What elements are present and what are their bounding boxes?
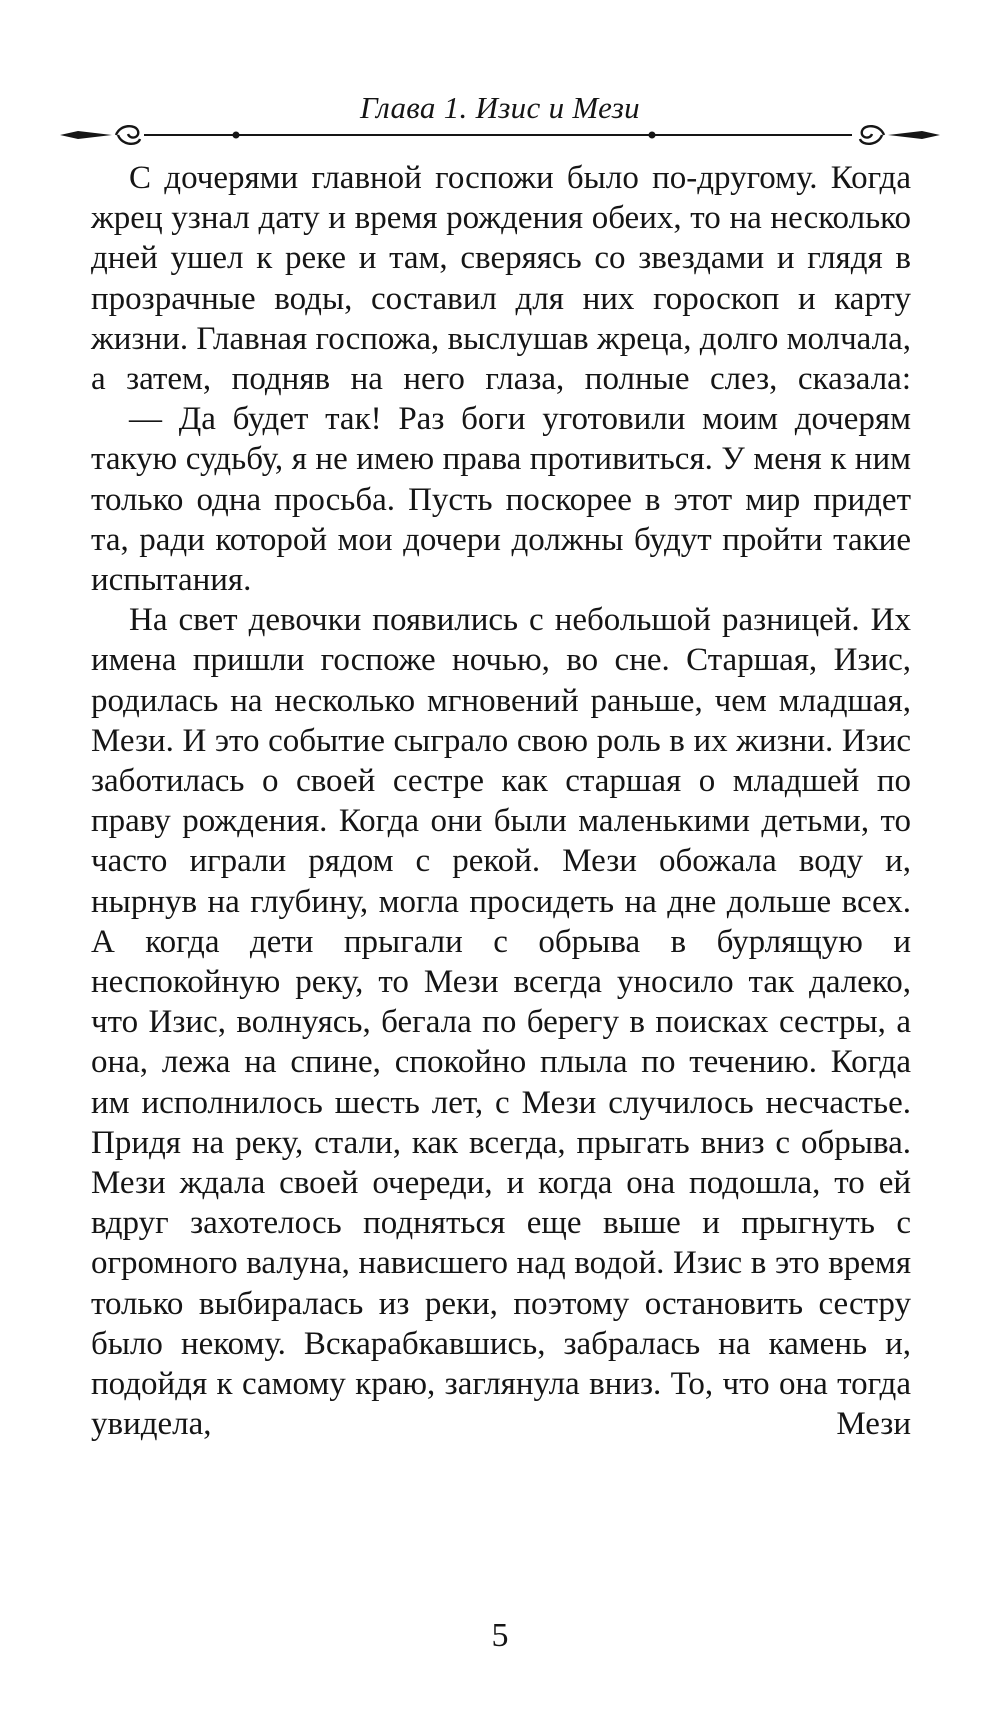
paragraph: — Да будет так! Раз боги уготовили моим дочерям такую судьбу, я не имею права противиться. У меня к ним только одна просьба. Пусть поскорее в этот мир придет та, ради которой мои дочери должны будут пройти такие испытания.	[91, 401, 911, 599]
header-ornament-rule	[60, 118, 940, 152]
running-header	[60, 88, 940, 148]
paragraph: На свет девочки появились с небольшой разницей. Их имена пришли госпоже ночью, во сне. Старшая, Изис, родилась на несколько мгновений раньше, чем младшая, Мези. И это событие сыграло свою роль в их жизни. Изис заботилась о своей сестре как старшая о младшей по праву рождения. Когда они были маленькими детьми, то часто играли рядом с рекой. Мези обожала воду и, нырнув на глубину, могла просидеть на дне дольше всех. А когда дети прыгали с обрыва в бурлящую и неспокойную реку, то Мези всегда уносило так далеко, что Изис, волнуясь, бегала по берегу в поисках сестры, а она, лежа на спине, спокойно плыла по течению. Когда им исполнилось шесть лет, с Мези случилось несчастье. Придя на реку, стали, как всегда, прыгать вниз с обрыва. Мези ждала своей очереди, и когда она подошла, то ей вдруг захотелось подняться еще выше и прыгнуть с огромного валуна, нависшего над водой. Изис в это время только выбиралась из реки, поэтому остановить сестру было некому. Вскарабкавшись, забралась на камень и, подойдя к самому краю, заглянула вниз. То, что она тогда увидела, Мези	[91, 602, 911, 1443]
paragraph: С дочерями главной госпожи было по-другому. Когда жрец узнал дату и время рождения обеих, то на несколько дней ушел к реке и там, сверяясь со звездами и глядя в прозрачные воды, составил для них гороскоп и карту жизни. Главная госпожа, выслушав жреца, долго молчала, а затем, подняв на него глаза, полные слез, сказала:	[91, 160, 911, 398]
page-number: 5	[491, 1617, 509, 1654]
body-text	[91, 158, 911, 1445]
chapter-title: Глава 1. Изис и Мези	[360, 90, 640, 125]
